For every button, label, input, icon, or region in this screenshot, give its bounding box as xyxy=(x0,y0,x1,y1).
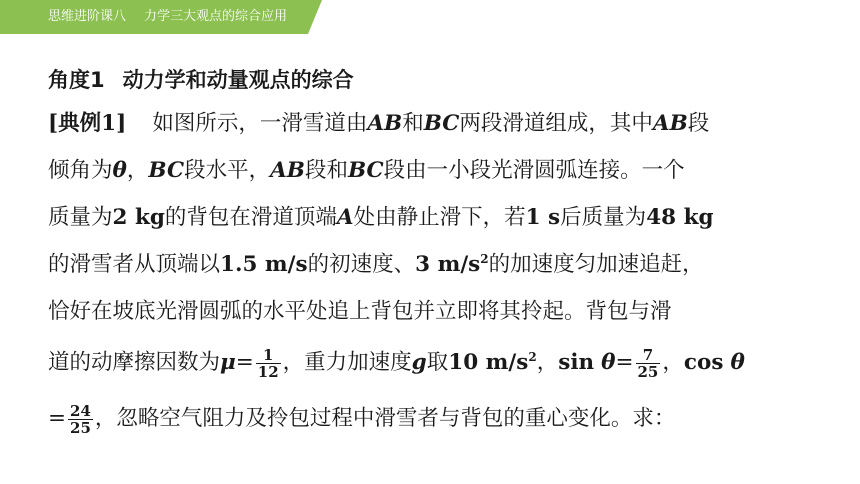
fraction-numerator: 7 xyxy=(636,347,661,364)
text: 的加速度匀加速追赶， xyxy=(488,252,704,277)
fraction-denominator: 12 xyxy=(257,362,279,381)
math-op: = xyxy=(48,406,67,431)
text: 恰好在坡底光滑圆弧的水平处追上背包并立即将其拎起。背包与滑 xyxy=(48,299,672,324)
math-exponent: 2 xyxy=(528,349,537,364)
text: 后质量为 xyxy=(560,205,647,230)
text: ，忽略空气阻力及拎包过程中滑雪者与背包的重心变化。求： xyxy=(94,406,676,431)
text: 的背包在滑道顶端 xyxy=(164,205,337,230)
problem-line-7 xyxy=(48,391,818,447)
problem-line-4 xyxy=(48,241,818,288)
math-var: g xyxy=(411,350,427,375)
fraction-numerator: 24 xyxy=(70,401,91,420)
math-var: AB xyxy=(367,111,403,136)
math-var: θ xyxy=(601,350,616,375)
math-value: 1.5 m/s xyxy=(220,252,308,277)
heading-title: 动力学和动量观点的综合 xyxy=(122,68,354,92)
text: 如图所示，一滑雪道由 xyxy=(152,111,368,136)
math-var: BC xyxy=(148,158,185,183)
header-topic: 力学三大观点的综合应用 xyxy=(144,9,288,24)
fraction-cos xyxy=(68,403,93,436)
text: 段 xyxy=(687,111,710,136)
text: 的滑雪者从顶端以 xyxy=(48,252,221,277)
text: 段和 xyxy=(304,158,348,183)
text: 段由一小段光滑圆弧连接。一个 xyxy=(383,158,685,183)
math-var: μ xyxy=(220,350,236,375)
problem-line-3 xyxy=(48,194,818,241)
example-label: [典例1] xyxy=(48,111,127,136)
math-var: AB xyxy=(270,158,305,183)
text: 段水平， xyxy=(184,158,271,183)
math-value-base: 3 m/s xyxy=(415,252,481,277)
text: 道的动摩擦因数为 xyxy=(48,350,221,375)
problem-line-5 xyxy=(48,288,818,335)
math-var: θ xyxy=(730,350,745,375)
text: 处由静止滑下，若 xyxy=(353,205,526,230)
math-var: BC xyxy=(423,111,460,136)
text: 和 xyxy=(402,111,424,136)
fraction-denominator: 25 xyxy=(637,362,659,381)
math-func: sin xyxy=(558,350,595,375)
math-value xyxy=(448,350,536,375)
math-var: BC xyxy=(347,158,384,183)
problem-line-6 xyxy=(48,335,818,391)
text: 质量为 xyxy=(48,205,113,230)
heading-prefix: 角度1 xyxy=(48,68,105,92)
text: ，重力加速度 xyxy=(282,350,412,375)
fraction-numerator: 1 xyxy=(256,347,281,364)
text: 取 xyxy=(426,350,449,375)
math-value: 2 kg xyxy=(112,205,165,230)
fraction-denominator: 25 xyxy=(70,418,91,437)
text: ， xyxy=(126,158,149,183)
problem-line-1 xyxy=(48,100,818,147)
header-title xyxy=(48,0,287,34)
header-bar xyxy=(0,0,860,34)
text: 的初速度、 xyxy=(307,252,416,277)
math-var: θ xyxy=(112,158,127,183)
problem-line-2 xyxy=(48,147,818,194)
math-var: AB xyxy=(652,111,688,136)
problem-content xyxy=(48,60,818,447)
math-func: cos xyxy=(683,350,724,375)
section-heading xyxy=(48,60,818,100)
math-op: = xyxy=(235,350,254,375)
math-op: = xyxy=(615,350,634,375)
math-value: 1 s xyxy=(525,205,561,230)
math-value-base: 10 m/s xyxy=(448,350,529,375)
math-var: A xyxy=(336,205,354,230)
math-exponent: 2 xyxy=(480,251,489,266)
math-value: 48 kg xyxy=(646,205,714,230)
text: ， xyxy=(662,350,684,375)
fraction-mu xyxy=(256,347,281,380)
header-course: 思维进阶课八 xyxy=(48,9,127,24)
fraction-sin xyxy=(636,347,661,380)
text: 倾角为 xyxy=(48,158,113,183)
text: ， xyxy=(536,350,559,375)
text: 两段滑道组成，其中 xyxy=(459,111,653,136)
math-value xyxy=(415,252,489,277)
